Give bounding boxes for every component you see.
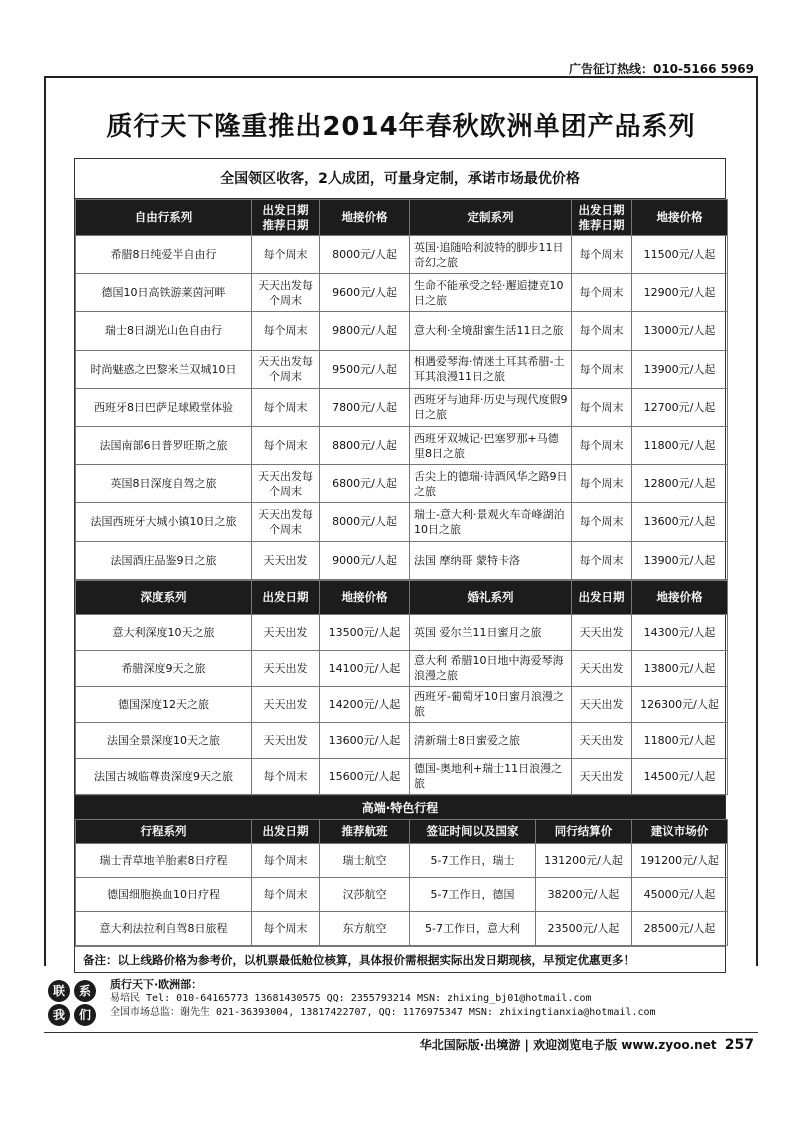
table-row [76, 650, 728, 686]
table-cell: 191200元/人起 [632, 843, 728, 877]
badge: 我 [48, 1004, 70, 1026]
table-row [76, 877, 728, 911]
table-cell: 每个周末 [252, 312, 320, 350]
table-row [76, 843, 728, 877]
table-premium [75, 819, 728, 946]
table-cell: 法国南部6日普罗旺斯之旅 [76, 426, 252, 464]
product-box [74, 158, 726, 973]
badge: 们 [74, 1004, 96, 1026]
table-cell: 天天出发 [252, 722, 320, 758]
col-header: 出发日期 推荐日期 [572, 200, 632, 236]
table-row [76, 722, 728, 758]
table-cell: 天天出发 [572, 614, 632, 650]
table-cell: 每个周末 [572, 503, 632, 541]
table-cell: 意大利·全境甜蜜生活11日之旅 [410, 312, 572, 350]
table-cell: 英国 爱尔兰11日蜜月之旅 [410, 614, 572, 650]
table-cell: 西班牙双城记·巴塞罗那+马德里8日之旅 [410, 426, 572, 464]
table-row [76, 758, 728, 794]
ad-hotline: 广告征订热线：010-5166 5969 [568, 62, 754, 76]
table-cell: 8800元/人起 [320, 426, 410, 464]
footer-rule [44, 1032, 758, 1033]
table-cell: 天天出发 [252, 686, 320, 722]
table-cell: 13900元/人起 [632, 541, 728, 579]
table-cell: 希腊8日纯爱半自由行 [76, 236, 252, 274]
table-cell: 瑞士8日湖光山色自由行 [76, 312, 252, 350]
table-cell: 舌尖上的德瑞·诗酒风华之路9日之旅 [410, 465, 572, 503]
contact-line: 全国市场总监：谢先生 021-36393004, 13817422707, QQ: 1176975347 MSN: zhixingtianxia@hotmail.com [110, 1007, 656, 1018]
col-header: 推荐航班 [320, 819, 410, 843]
table-cell: 13500元/人起 [320, 614, 410, 650]
table-cell: 每个周末 [252, 843, 320, 877]
col-header: 建议市场价 [632, 819, 728, 843]
table-cell: 13600元/人起 [320, 722, 410, 758]
table-cell: 每个周末 [252, 877, 320, 911]
table-cell: 天天出发 [252, 614, 320, 650]
col-header: 行程系列 [76, 819, 252, 843]
table-cell: 38200元/人起 [536, 877, 632, 911]
table-cell: 每个周末 [252, 388, 320, 426]
table-cell: 每个周末 [572, 274, 632, 312]
table-cell: 9500元/人起 [320, 350, 410, 388]
table-cell: 英国·追随哈利波特的脚步11日奇幻之旅 [410, 236, 572, 274]
table-cell: 6800元/人起 [320, 465, 410, 503]
table-row [76, 686, 728, 722]
footer [420, 1036, 754, 1053]
table-row [76, 312, 728, 350]
table-header-row [76, 819, 728, 843]
contact-info [110, 978, 656, 1020]
table-cell: 12700元/人起 [632, 388, 728, 426]
table-row [76, 503, 728, 541]
table-cell: 意大利 希腊10日地中海爱琴海浪漫之旅 [410, 650, 572, 686]
table-cell: 每个周末 [252, 236, 320, 274]
table-cell: 天天出发每个周末 [252, 503, 320, 541]
col-header: 婚礼系列 [410, 580, 572, 614]
table-cell: 5-7工作日，德国 [410, 877, 536, 911]
table-cell: 西班牙与迪拜·历史与现代度假9日之旅 [410, 388, 572, 426]
badge: 联 [48, 980, 70, 1002]
col-header: 地接价格 [632, 580, 728, 614]
table-cell: 126300元/人起 [632, 686, 728, 722]
table-cell: 12900元/人起 [632, 274, 728, 312]
col-header: 出发日期 [572, 580, 632, 614]
table-cell: 天天出发 [572, 650, 632, 686]
table-cell: 11500元/人起 [632, 236, 728, 274]
table-cell: 生命不能承受之轻·邂逅捷克10日之旅 [410, 274, 572, 312]
table-row [76, 426, 728, 464]
table-cell: 11800元/人起 [632, 426, 728, 464]
badge: 系 [74, 980, 96, 1002]
footer-text: 华北国际版·出境游 | 欢迎浏览电子版 www.zyoo.net [419, 1038, 717, 1052]
table-cell: 希腊深度9天之旅 [76, 650, 252, 686]
remark-note: 备注：以上线路价格为参考价，以机票最低舱位核算，具体报价需根据实际出发日期现核，早预定优惠更多！ [75, 946, 725, 972]
table-cell: 法国古城临尊贵深度9天之旅 [76, 758, 252, 794]
table-cell: 5-7工作日，瑞士 [410, 843, 536, 877]
table-cell: 每个周末 [572, 465, 632, 503]
table-cell: 13800元/人起 [632, 650, 728, 686]
table-cell: 天天出发每个周末 [252, 274, 320, 312]
table-row [76, 236, 728, 274]
table-cell: 天天出发 [252, 650, 320, 686]
table-cell: 14300元/人起 [632, 614, 728, 650]
table-cell: 14500元/人起 [632, 758, 728, 794]
table-cell: 德国细胞换血10日疗程 [76, 877, 252, 911]
table-cell: 法国全景深度10天之旅 [76, 722, 252, 758]
subheading: 全国领区收客，2人成团，可量身定制，承诺市场最优价格 [75, 159, 725, 199]
table-cell: 23500元/人起 [536, 911, 632, 945]
table-cell: 汉莎航空 [320, 877, 410, 911]
table-cell: 14100元/人起 [320, 650, 410, 686]
table-row [76, 388, 728, 426]
col-header: 地接价格 [632, 200, 728, 236]
table-cell: 9800元/人起 [320, 312, 410, 350]
table-cell: 德国-奥地利+瑞士11日浪漫之旅 [410, 758, 572, 794]
contact-block [48, 978, 758, 1028]
table-cell: 12800元/人起 [632, 465, 728, 503]
table-cell: 德国10日高铁游莱茵河畔 [76, 274, 252, 312]
table-row [76, 350, 728, 388]
table-cell: 天天出发 [572, 722, 632, 758]
table-cell: 每个周末 [572, 388, 632, 426]
table-cell: 每个周末 [252, 911, 320, 945]
table-cell: 相遇爱琴海·情迷土耳其希腊-土耳其浪漫11日之旅 [410, 350, 572, 388]
table-cell: 13600元/人起 [632, 503, 728, 541]
table-cell: 每个周末 [572, 236, 632, 274]
table-cell: 天天出发每个周末 [252, 350, 320, 388]
table-cell: 每个周末 [572, 312, 632, 350]
table-cell: 天天出发 [572, 758, 632, 794]
table-cell: 13000元/人起 [632, 312, 728, 350]
table-cell: 清新瑞士8日蜜爱之旅 [410, 722, 572, 758]
table-cell: 意大利深度10天之旅 [76, 614, 252, 650]
left-border [44, 76, 46, 966]
table-cell: 西班牙8日巴萨足球殿堂体验 [76, 388, 252, 426]
table-cell: 每个周末 [572, 350, 632, 388]
table-cell: 14200元/人起 [320, 686, 410, 722]
contact-line: 易培民 Tel: 010-64165773 13681430575 QQ: 2355793214 MSN: zhixing_bj01@hotmail.com [110, 993, 592, 1004]
contact-us-badges [48, 980, 98, 1024]
table-header-row [76, 580, 728, 614]
table-cell: 131200元/人起 [536, 843, 632, 877]
table-depth-and-wedding [75, 580, 728, 795]
col-header: 出发日期 [252, 819, 320, 843]
page-title: 质行天下隆重推出2014年春秋欧洲单团产品系列 [106, 112, 696, 142]
table-row [76, 541, 728, 579]
table-cell: 9600元/人起 [320, 274, 410, 312]
table-cell: 东方航空 [320, 911, 410, 945]
table-free-and-custom [75, 199, 728, 580]
table-cell: 15600元/人起 [320, 758, 410, 794]
col-header: 定制系列 [410, 200, 572, 236]
table-cell: 7800元/人起 [320, 388, 410, 426]
table-cell: 天天出发 [572, 686, 632, 722]
table-cell: 每个周末 [252, 758, 320, 794]
table-cell: 瑞士航空 [320, 843, 410, 877]
table-cell: 每个周末 [572, 541, 632, 579]
table-cell: 8000元/人起 [320, 236, 410, 274]
table-cell: 法国 摩纳哥 蒙特卡洛 [410, 541, 572, 579]
col-header: 地接价格 [320, 200, 410, 236]
table-cell: 45000元/人起 [632, 877, 728, 911]
col-header: 深度系列 [76, 580, 252, 614]
table-cell: 法国西班牙大城小镇10日之旅 [76, 503, 252, 541]
table-cell: 28500元/人起 [632, 911, 728, 945]
table-header-row [76, 200, 728, 236]
right-border [756, 76, 758, 966]
table-cell: 德国深度12天之旅 [76, 686, 252, 722]
table-cell: 西班牙-葡萄牙10日蜜月浪漫之旅 [410, 686, 572, 722]
table-cell: 5-7工作日，意大利 [410, 911, 536, 945]
col-header: 出发日期 [252, 580, 320, 614]
table-cell: 时尚魅惑之巴黎米兰双城10日 [76, 350, 252, 388]
page-number: 257 [724, 1037, 754, 1053]
department-name: 质行天下·欧洲部： [110, 978, 203, 991]
table-cell: 11800元/人起 [632, 722, 728, 758]
col-header: 签证时间以及国家 [410, 819, 536, 843]
table-row [76, 274, 728, 312]
table-row [76, 614, 728, 650]
table-cell: 瑞士-意大利·景观火车奇峰湖泊10日之旅 [410, 503, 572, 541]
table-cell: 9000元/人起 [320, 541, 410, 579]
premium-band: 高端·特色行程 [75, 795, 725, 819]
table-cell: 法国酒庄品鉴9日之旅 [76, 541, 252, 579]
table-cell: 每个周末 [572, 426, 632, 464]
table-cell: 意大利法拉利自驾8日旅程 [76, 911, 252, 945]
table-cell: 每个周末 [252, 426, 320, 464]
table-cell: 13900元/人起 [632, 350, 728, 388]
table-cell: 天天出发 [252, 541, 320, 579]
col-header: 同行结算价 [536, 819, 632, 843]
table-cell: 瑞士青草地羊胎素8日疗程 [76, 843, 252, 877]
table-cell: 英国8日深度自驾之旅 [76, 465, 252, 503]
top-rule [44, 76, 758, 78]
col-header: 地接价格 [320, 580, 410, 614]
col-header: 自由行系列 [76, 200, 252, 236]
table-cell: 天天出发每个周末 [252, 465, 320, 503]
col-header: 出发日期 推荐日期 [252, 200, 320, 236]
table-cell: 8000元/人起 [320, 503, 410, 541]
table-row [76, 911, 728, 945]
table-row [76, 465, 728, 503]
